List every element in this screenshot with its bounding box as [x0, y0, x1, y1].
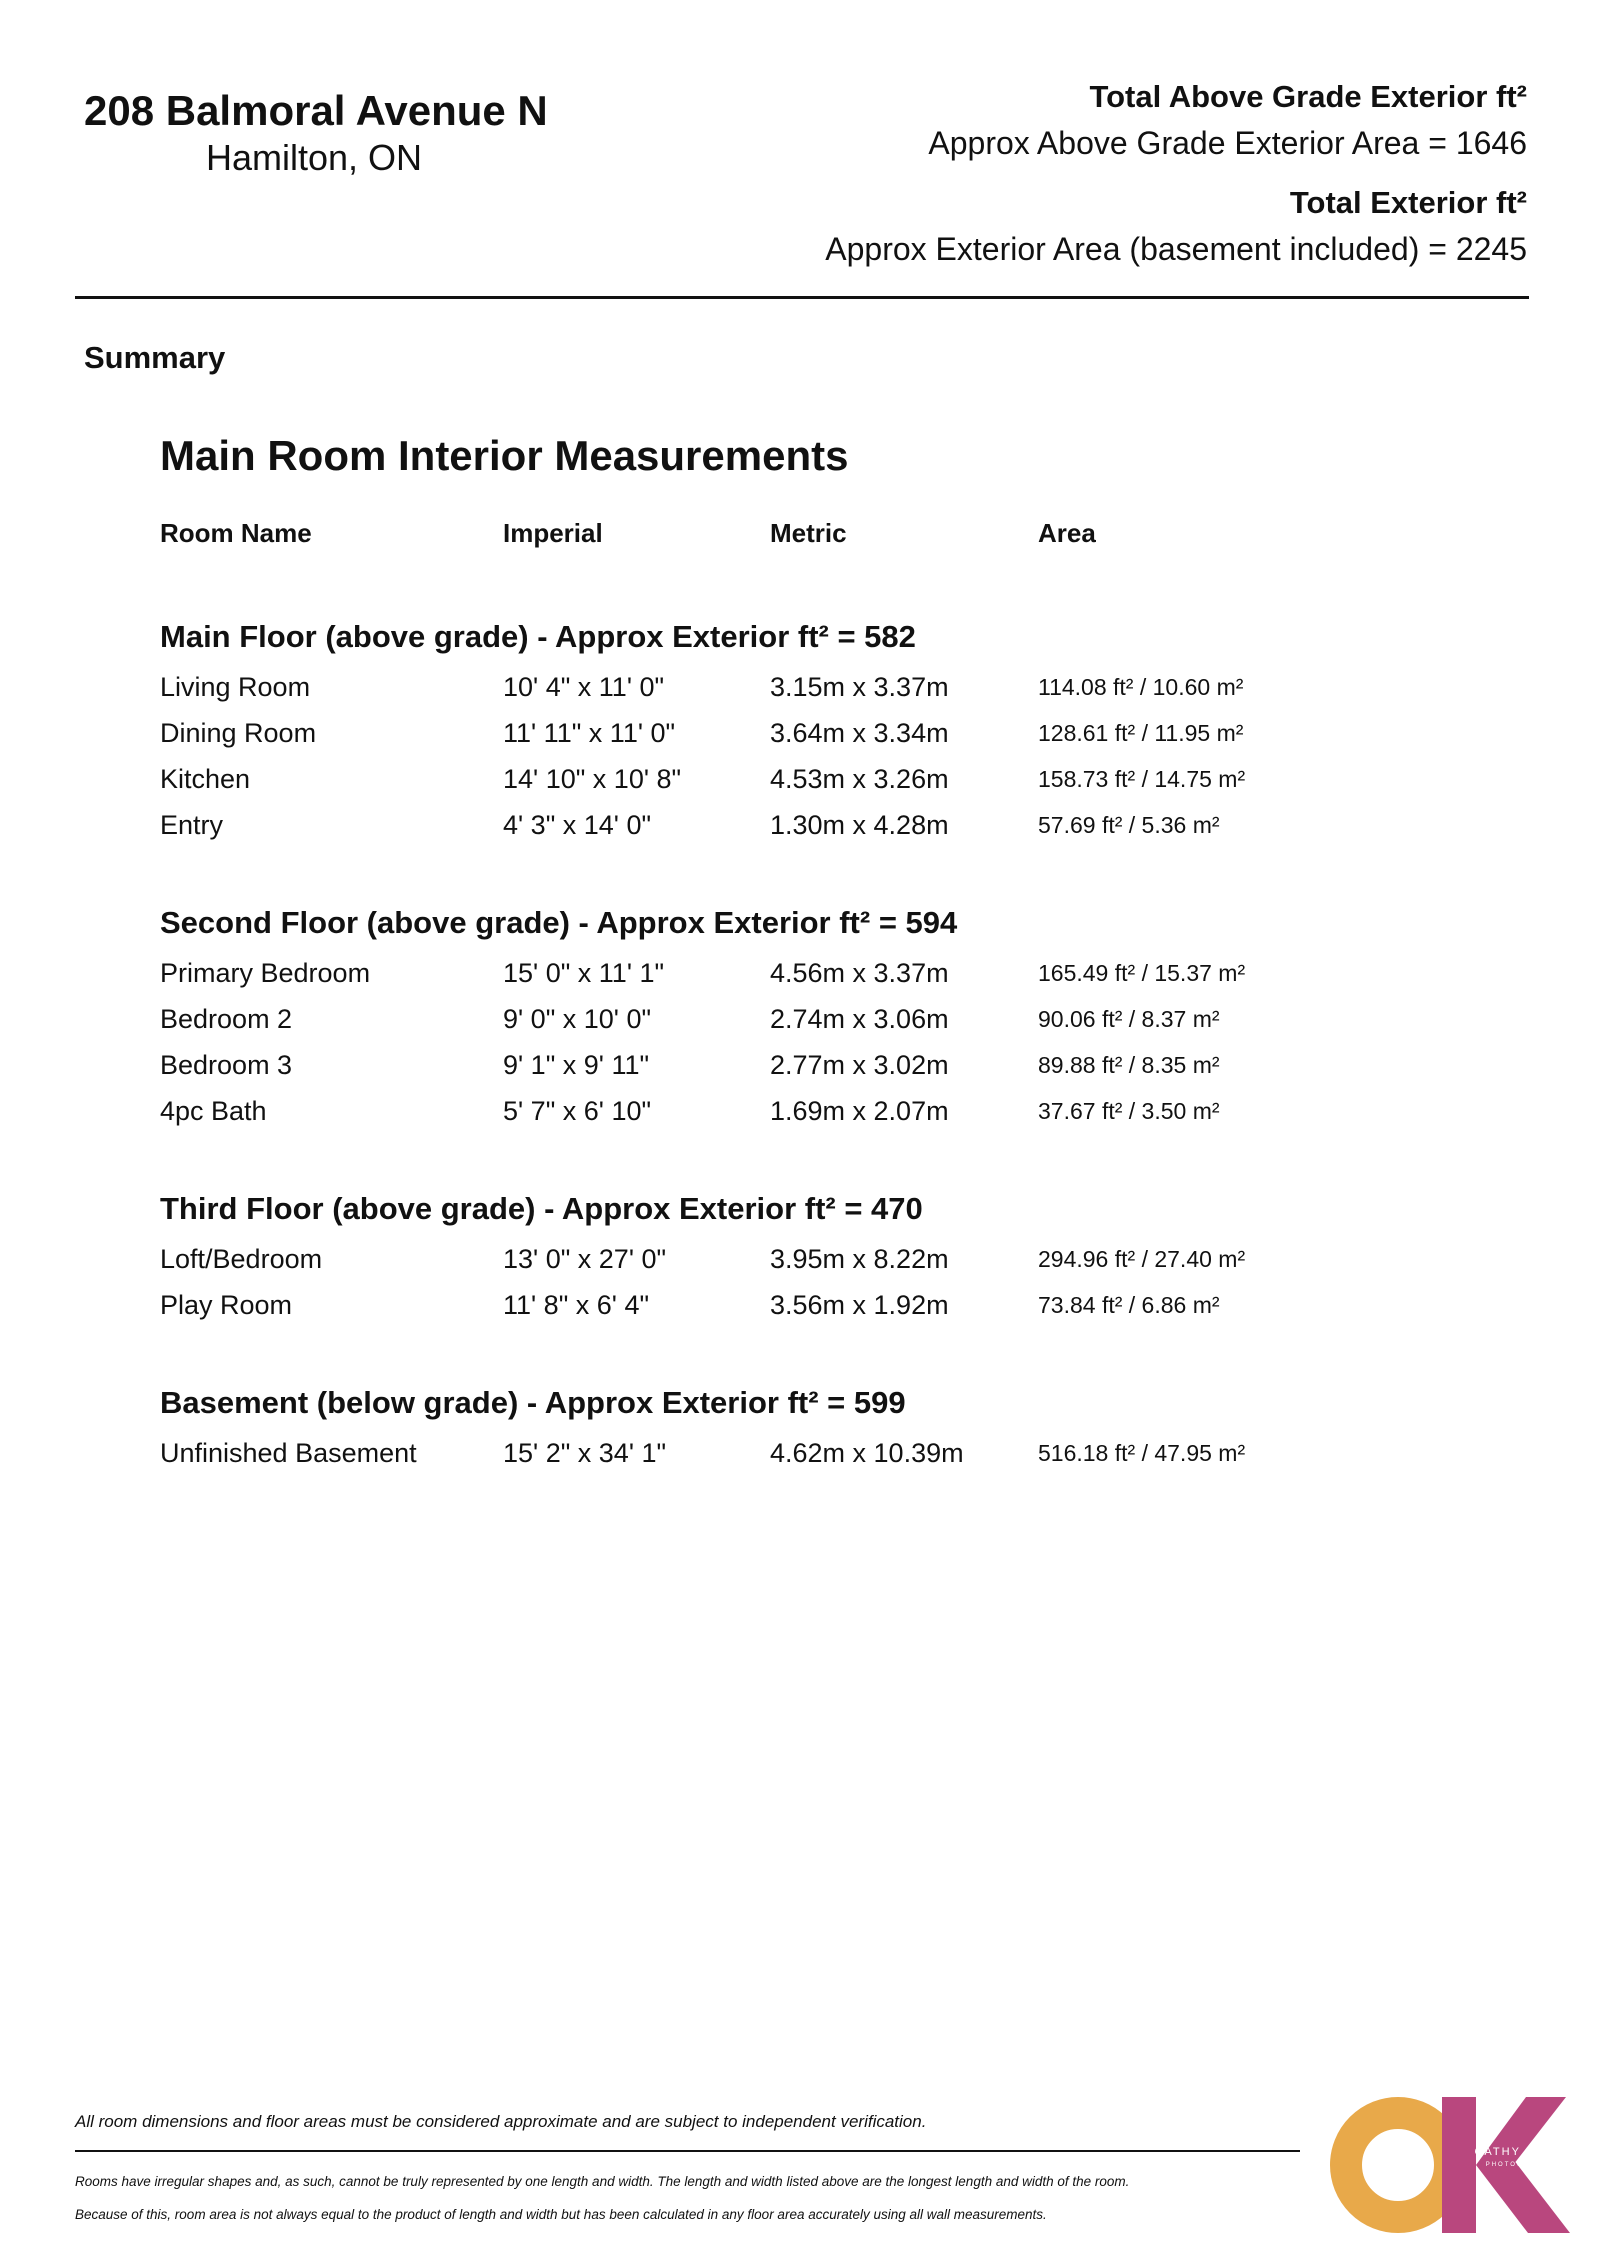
room-name: Play Room — [160, 1290, 293, 1320]
room-metric: 1.30m x 4.28m — [770, 810, 949, 840]
above-grade-heading: Total Above Grade Exterior ft² — [1089, 79, 1527, 114]
room-name: Living Room — [160, 672, 311, 702]
table-row — [160, 997, 1360, 1043]
table-row — [160, 951, 1360, 997]
section-title: Main Room Interior Measurements — [160, 432, 849, 479]
column-header-area: Area — [1038, 518, 1096, 548]
header-divider — [75, 296, 1529, 299]
room-imperial: 9' 1" x 9' 11" — [503, 1050, 650, 1080]
room-name: Bedroom 2 — [160, 1004, 293, 1034]
room-name: 4pc Bath — [160, 1096, 267, 1126]
address-street: 208 Balmoral Avenue N — [84, 87, 548, 134]
column-header-metric: Metric — [770, 518, 847, 548]
logo-subtitle-text: PHOTOGRAPHY — [1485, 2162, 1555, 2168]
footnote-irregular-shapes: Rooms have irregular shapes and, as such, cannot be truly represented by one length and width. The length and width listed above are the longest length and width of the room. — [75, 2174, 1130, 2189]
room-area: 57.69 ft² / 5.36 m² — [1038, 812, 1220, 838]
logo-letter-o — [1346, 2113, 1450, 2217]
table-row — [160, 1283, 1360, 1329]
floor-title-third: Third Floor (above grade) - Approx Exterior ft² = 470 — [160, 1191, 923, 1226]
room-area: 90.06 ft² / 8.37 m² — [1038, 1006, 1220, 1032]
table-row — [160, 665, 1360, 711]
room-name: Kitchen — [160, 764, 251, 794]
room-area: 294.96 ft² / 27.40 m² — [1038, 1246, 1246, 1272]
address-city: Hamilton, ON — [205, 137, 423, 178]
table-row — [160, 1431, 1360, 1477]
room-metric: 1.69m x 2.07m — [770, 1096, 949, 1126]
floor-title-main: Main Floor (above grade) - Approx Exterior ft² = 582 — [160, 619, 916, 654]
table-row — [160, 1043, 1360, 1089]
footer-divider — [75, 2150, 1300, 2152]
room-metric: 2.74m x 3.06m — [770, 1004, 949, 1034]
total-exterior-area: Approx Exterior Area (basement included) = 2245 — [825, 231, 1527, 267]
table-row — [160, 1089, 1360, 1135]
room-imperial: 13' 0" x 27' 0" — [503, 1244, 667, 1274]
cathy-koop-logo — [1330, 2095, 1570, 2235]
room-metric: 4.62m x 10.39m — [770, 1438, 964, 1468]
room-name: Loft/Bedroom — [160, 1244, 323, 1274]
room-area: 128.61 ft² / 11.95 m² — [1038, 720, 1244, 746]
room-metric: 3.15m x 3.37m — [770, 672, 949, 702]
table-row — [160, 711, 1360, 757]
table-row — [160, 1237, 1360, 1283]
room-imperial: 15' 0" x 11' 1" — [503, 958, 665, 988]
room-metric: 3.64m x 3.34m — [770, 718, 949, 748]
floor-title-second: Second Floor (above grade) - Approx Exterior ft² = 594 — [160, 905, 958, 940]
room-metric: 4.56m x 3.37m — [770, 958, 949, 988]
room-metric: 3.95m x 8.22m — [770, 1244, 949, 1274]
column-header-imperial: Imperial — [503, 518, 603, 548]
above-grade-area: Approx Above Grade Exterior Area = 1646 — [928, 125, 1527, 161]
room-imperial: 11' 11" x 11' 0" — [503, 718, 676, 748]
room-imperial: 15' 2" x 34' 1" — [503, 1438, 667, 1468]
property-address — [84, 86, 548, 180]
room-metric: 4.53m x 3.26m — [770, 764, 949, 794]
floor-title-basement: Basement (below grade) - Approx Exterior ft² = 599 — [160, 1385, 906, 1420]
column-header-room-name: Room Name — [160, 518, 312, 548]
room-imperial: 11' 8" x 6' 4" — [503, 1290, 650, 1320]
table-row — [160, 803, 1360, 849]
room-area: 516.18 ft² / 47.95 m² — [1038, 1440, 1246, 1466]
room-name: Bedroom 3 — [160, 1050, 293, 1080]
room-imperial: 4' 3" x 14' 0" — [503, 810, 652, 840]
logo-brand-text: CATHY KOOP — [1474, 2146, 1566, 2158]
room-area: 158.73 ft² / 14.75 m² — [1038, 766, 1246, 792]
room-name: Dining Room — [160, 718, 317, 748]
table-header-row — [160, 513, 1360, 563]
room-imperial: 14' 10" x 10' 8" — [503, 764, 682, 794]
room-name: Primary Bedroom — [160, 958, 371, 988]
room-imperial: 10' 4" x 11' 0" — [503, 672, 665, 702]
room-area: 114.08 ft² / 10.60 m² — [1038, 674, 1244, 700]
room-name: Entry — [160, 810, 224, 840]
summary-label: Summary — [84, 340, 226, 375]
room-imperial: 9' 0" x 10' 0" — [503, 1004, 652, 1034]
measurements-table — [160, 513, 1360, 1477]
room-metric: 2.77m x 3.02m — [770, 1050, 949, 1080]
table-row — [160, 757, 1360, 803]
room-area: 89.88 ft² / 8.35 m² — [1038, 1052, 1220, 1078]
room-area: 73.84 ft² / 6.86 m² — [1038, 1292, 1220, 1318]
room-area: 37.67 ft² / 3.50 m² — [1038, 1098, 1220, 1124]
room-area: 165.49 ft² / 15.37 m² — [1038, 960, 1246, 986]
dimensions-disclaimer: All room dimensions and floor areas must be considered approximate and are subject to independent verification. — [75, 2112, 927, 2131]
room-imperial: 5' 7" x 6' 10" — [503, 1096, 652, 1126]
total-exterior-heading: Total Exterior ft² — [1289, 185, 1527, 220]
exterior-totals — [825, 74, 1527, 272]
room-metric: 3.56m x 1.92m — [770, 1290, 949, 1320]
footnote-area-calculation: Because of this, room area is not always equal to the product of length and width but has been calculated in any floor area accurately using all wall measurements. — [75, 2207, 1047, 2222]
room-name: Unfinished Basement — [160, 1438, 417, 1468]
